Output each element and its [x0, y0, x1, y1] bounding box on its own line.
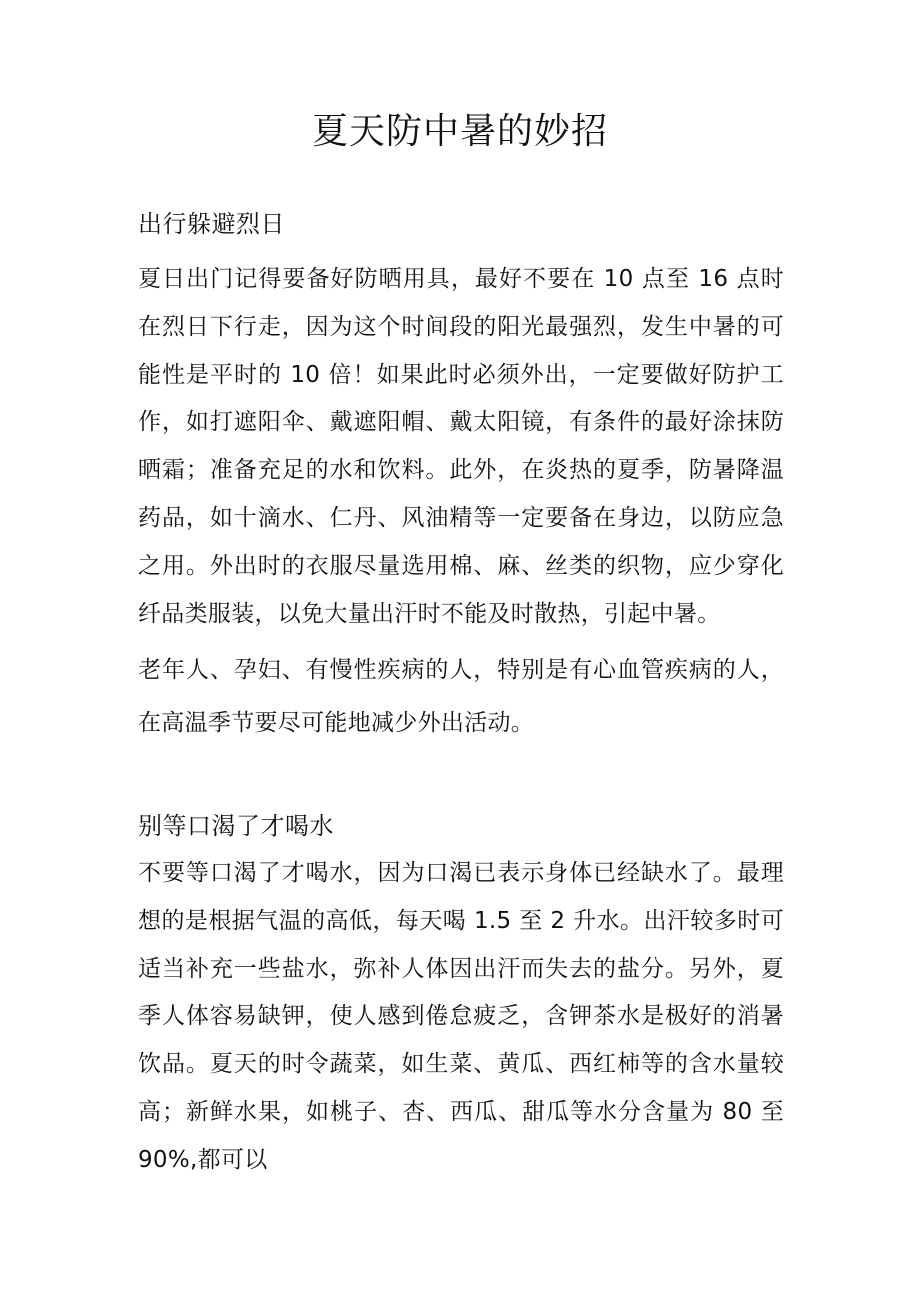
paragraph-text: 不要等口渴了才喝水，因为口渴已表示身体已经缺水了。最理想的是根据气温的高低，每天喝 1.5 至 2 升水。出汗较多时可适当补充一些盐水，弥补人体因出汗而失去的盐分。另外，夏季人体容易缺钾，使人感到倦怠疲乏，含钾茶水是极好的消暑饮品。夏天的时令蔬菜，如生菜、黄瓜、西红柿等的含水量较高；新鲜水果，如桃子、杏、西瓜、甜瓜等水分含量为 80 至 90%,都可以 — [138, 860, 784, 1173]
section-paragraph — [138, 644, 784, 750]
section-heading-text: 出行躲避烈日 — [138, 210, 285, 238]
section-heading-drink-water — [138, 810, 784, 842]
section-heading-avoid-sun — [138, 208, 784, 240]
section-heading-text: 别等口渴了才喝水 — [138, 812, 334, 840]
document-title: 夏天防中暑的妙招 — [311, 111, 608, 152]
section-paragraph — [138, 256, 784, 638]
section-paragraph — [138, 850, 784, 1185]
paragraph-text: 老年人、孕妇、有慢性疾病的人，特别是有心血管疾病的人，在高温季节要尽可能地减少外出活动。 — [138, 657, 784, 736]
paragraph-text: 夏日出门记得要备好防晒用具，最好不要在 10 点至 16 点时在烈日下行走，因为这个时间段的阳光最强烈，发生中暑的可能性是平时的 10 倍！如果此时必须外出，一定要做好防护工作，如打遮阳伞、戴遮阳帽、戴太阳镜，有条件的最好涂抹防晒霜；准备充足的水和饮料。此外，在炎热的夏季，防暑降温药品，如十滴水、仁丹、风油精等一定要备在身边，以防应急之用。外出时的衣服尽量选用棉、麻、丝类的织物，应少穿化纤品类服装，以免大量出汗时不能及时散热，引起中暑。 — [138, 266, 784, 627]
